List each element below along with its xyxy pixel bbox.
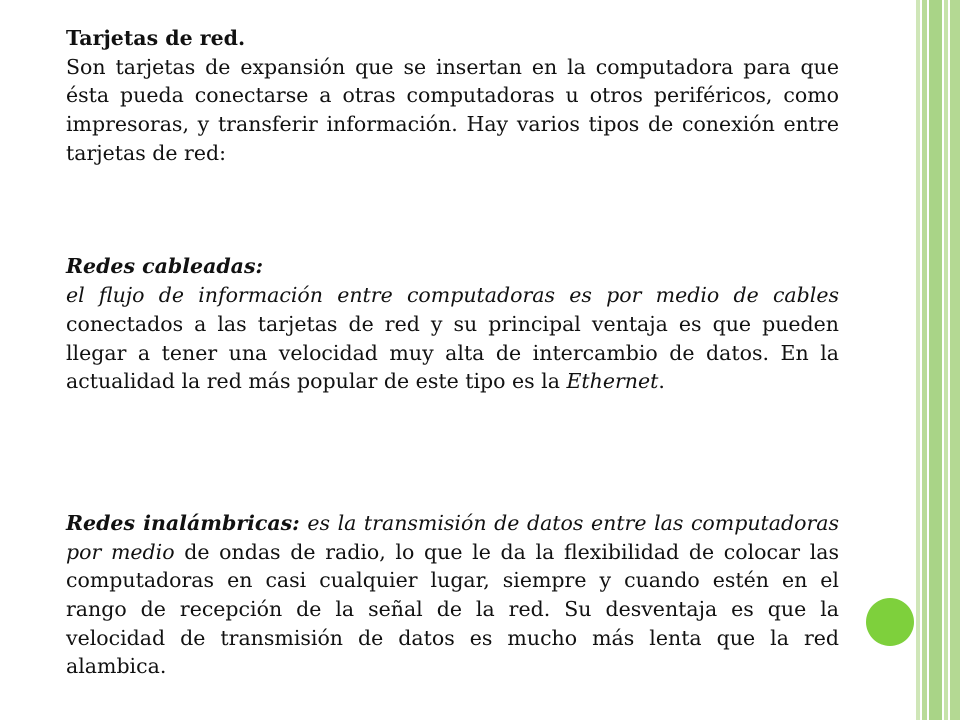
section-body-italic: el flujo de información entre computadoras es por medio de cables <box>66 283 839 308</box>
section-heading: Redes cableadas: <box>66 254 264 279</box>
stripe <box>916 0 920 720</box>
section-end: . <box>658 369 665 394</box>
stripe <box>922 0 927 720</box>
decorative-stripes <box>916 0 960 720</box>
stripe <box>950 0 960 720</box>
stripe <box>944 0 948 720</box>
section-wired-networks <box>66 252 839 395</box>
section-wireless-networks <box>66 509 839 681</box>
slide-content <box>66 24 839 681</box>
section-title: Tarjetas de red. <box>66 26 246 50</box>
section-body: Son tarjetas de expansión que se insertan en la computadora para que ésta pueda conectarse a otras computadoras u otros periféricos, como impresoras, y transferir información. Hay varios tipos de conexión entre tarjetas de red: <box>66 54 839 165</box>
section-heading: Redes inalámbricas: <box>66 510 300 535</box>
stripe <box>929 0 942 720</box>
section-body: conectados a las tarjetas de red y su principal ventaja es que pueden llegar a tener una velocidad muy alta de intercambio de datos. En la actualidad la red más popular de este tipo es la <box>66 311 839 394</box>
ethernet-term: Ethernet <box>566 369 659 394</box>
section-body: de ondas de radio, lo que le da la flexibilidad de colocar las computadoras en casi cualquier lugar, siempre y cuando estén en el rango de recepción de la señal de la red. Su desventaja es que la velocidad de transmisión de datos es mucho más lenta que la red alambica. <box>66 539 839 679</box>
section-body-italic: es la transmisión de datos entre las computadoras por medio <box>66 510 840 564</box>
decorative-circle <box>866 598 914 646</box>
section-network-cards <box>66 24 839 167</box>
